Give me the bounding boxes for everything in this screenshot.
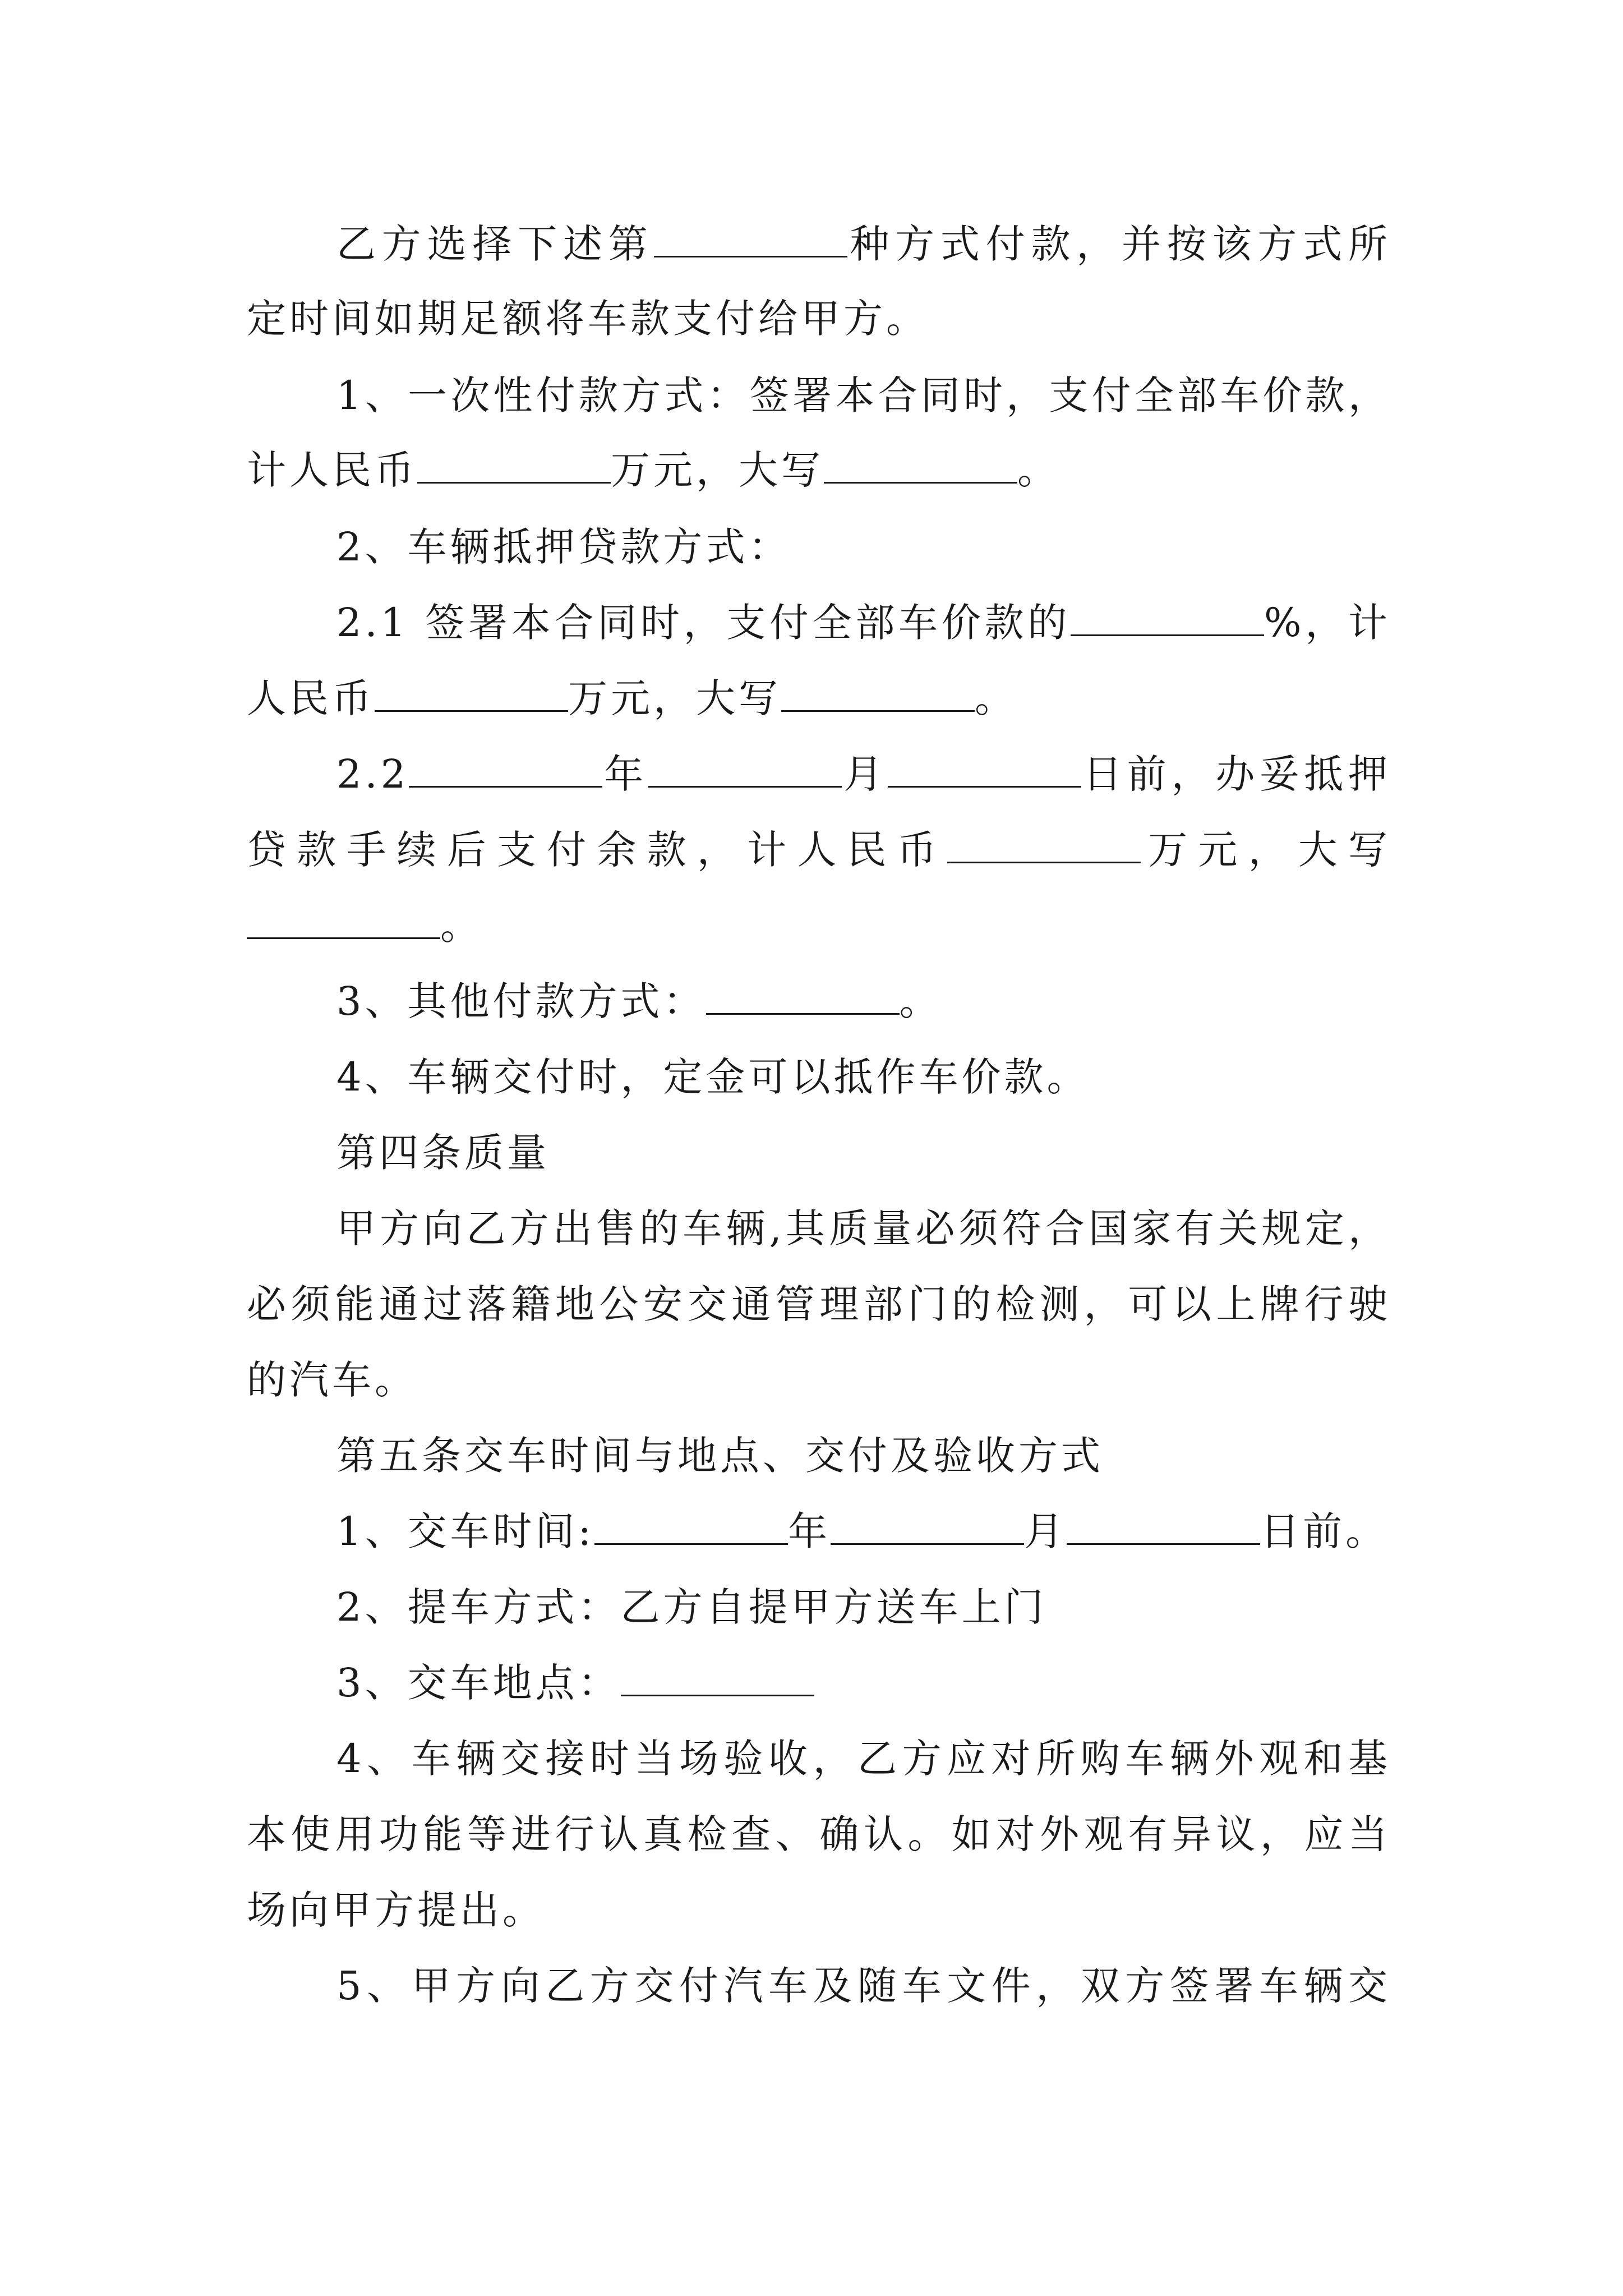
text-run: 。 [440,903,483,949]
text-run: 。 [1017,447,1060,493]
paragraph-line [247,1279,1391,1329]
paragraph-line [336,370,1391,421]
paragraph-line [336,1961,1391,2011]
text-run: 3、交车地点： [336,1660,621,1706]
text-run: 月 [1024,1508,1067,1554]
text-run: 的汽车。 [247,1357,417,1403]
text-run: 年 [788,1508,831,1554]
paragraph-line [336,976,1391,1027]
text-run: 2.1 签署本合同时，支付全部车价款的 [336,600,1071,646]
text-run: 定时间如期足额将车款支付给甲方。 [247,296,929,342]
paragraph-line [336,749,1391,799]
paragraph-line [247,825,1391,875]
fill-blank [888,754,1081,788]
fill-blank [409,754,602,788]
text-run: 万元，大写 [611,447,824,493]
text-run: 甲方向乙方出售的车辆,其质量必须符合国家有关规定， [336,1205,1391,1251]
paragraph-line [247,445,1391,495]
text-run: 乙方选择下述第 [336,221,654,267]
text-run: 贷款手续后支付余款，计人民币 [247,827,947,873]
text-run: 4、车辆交接时当场验收，乙方应对所购车辆外观和基 [336,1736,1391,1782]
fill-blank [417,450,611,484]
text-run: 2、提车方式：乙方自提甲方送车上门 [336,1584,1047,1630]
text-run: %，计 [1264,600,1391,646]
fill-blank [781,679,975,712]
paragraph-line [247,1355,1391,1405]
text-run: 2.2 [336,751,409,797]
fill-blank [648,754,842,788]
text-run: 。 [899,978,942,1024]
fill-blank [1067,1512,1260,1545]
paragraph-line [247,900,1391,951]
paragraph-line [336,1052,1391,1102]
text-run: 第五条交车时间与地点、交付及验收方式 [336,1433,1104,1479]
paragraph-line [247,293,1391,344]
text-run: 。 [975,675,1017,721]
text-run: 2、车辆抵押贷款方式： [336,524,791,570]
text-run: 场向甲方提出。 [247,1887,545,1933]
paragraph-line [336,597,1391,648]
text-run: 1、一次性付款方式：签署本合同时，支付全部车价款， [336,372,1391,418]
fill-blank [654,224,847,257]
paragraph-line [336,1658,1391,1708]
fill-blank [1071,603,1264,636]
text-run: 3、其他付款方式： [336,978,706,1024]
text-run: 种方式付款，并按该方式所 [847,221,1391,267]
paragraph-line [247,1885,1391,1935]
fill-blank [247,906,440,939]
fill-blank [621,1663,814,1696]
text-run: 日前。 [1260,1508,1389,1554]
text-run: 本使用功能等进行认真检查、确认。如对外观有异议，应当 [247,1811,1391,1857]
text-run: 年 [602,751,649,797]
fill-blank [824,450,1017,484]
text-run: 日前，办妥抵押 [1081,751,1391,797]
fill-blank [831,1512,1024,1545]
text-run: 月 [842,751,888,797]
paragraph-line [247,673,1391,724]
text-run: 万元，大写 [1140,827,1391,873]
section-heading [336,1128,1391,1178]
fill-blank [947,830,1141,863]
paragraph-line [336,1733,1391,1784]
fill-blank [706,982,900,1015]
paragraph-line [336,522,1391,572]
fill-blank [375,679,568,712]
text-run: 第四条质量 [336,1130,550,1176]
paragraph-line [247,1809,1391,1860]
paragraph-line [336,1506,1391,1557]
section-heading [336,1430,1391,1481]
text-run: 人民币 [247,675,375,721]
text-run: 4、车辆交付时，定金可以抵作车价款。 [336,1054,1090,1100]
text-run: 5、甲方向乙方交付汽车及随车文件，双方签署车辆交 [336,1963,1391,2009]
paragraph-line [336,1203,1391,1254]
text-run: 计人民币 [247,447,417,493]
fill-blank [594,1512,788,1545]
text-run: 1、交车时间: [336,1508,595,1554]
paragraph-line [336,219,1391,269]
text-run: 必须能通过落籍地公安交通管理部门的检测，可以上牌行驶 [247,1281,1391,1327]
text-run: 万元，大写 [568,675,781,721]
paragraph-line [336,1582,1391,1632]
